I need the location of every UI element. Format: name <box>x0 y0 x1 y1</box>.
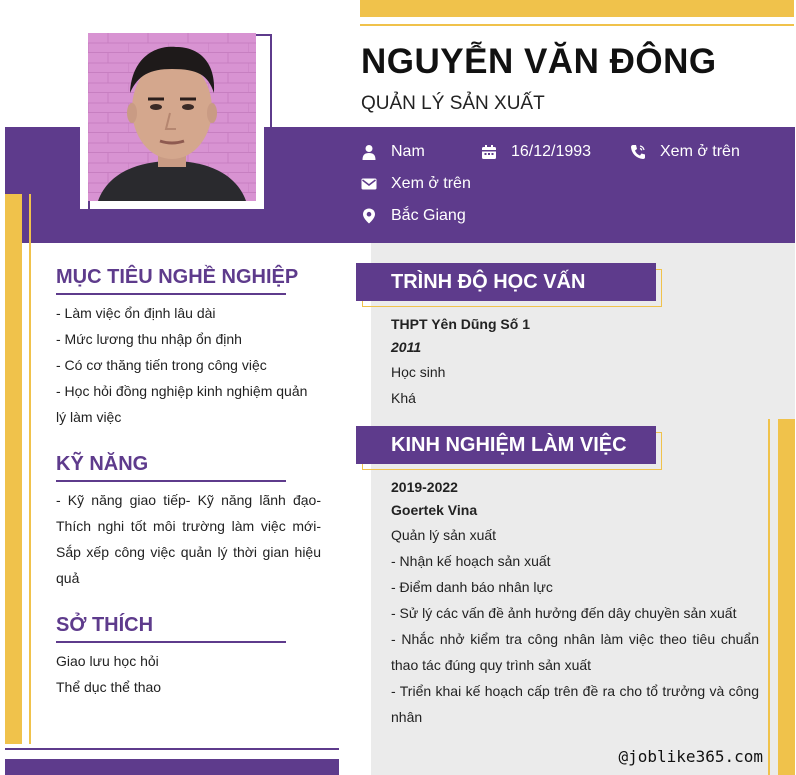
education-level: Học sinh <box>391 364 446 380</box>
birthdate-value: 16/12/1993 <box>511 143 592 160</box>
right-yellow-bar <box>778 419 795 775</box>
duty-item: - Điểm danh báo nhân lực <box>391 579 553 595</box>
info-gender <box>361 143 425 161</box>
education-title: TRÌNH ĐỘ HỌC VẤN <box>391 271 586 293</box>
phone-value: Xem ở trên <box>660 143 740 160</box>
location-icon <box>361 208 377 224</box>
email-value: Xem ở trên <box>391 175 471 192</box>
candidate-name: NGUYỄN VĂN ĐÔNG <box>361 42 717 81</box>
skills-underline <box>56 480 286 482</box>
info-email <box>361 175 471 193</box>
duty-item: - Triển khai kế hoạch cấp trên đề ra cho tổ trưởng và công nhân <box>391 683 759 725</box>
top-yellow-line <box>360 24 794 26</box>
objective-list <box>56 300 321 430</box>
hobby-item: Thể dục thể thao <box>56 679 162 695</box>
objective-item: - Học hỏi đồng nghiệp kinh nghiệm quản lý làm việc <box>56 383 308 425</box>
education-year: 2011 <box>391 339 422 355</box>
hobby-item: Giao lưu học hỏi <box>56 653 159 669</box>
objective-item: - Có cơ thăng tiến trong công việc <box>56 357 267 373</box>
user-icon <box>361 144 377 160</box>
objective-underline <box>56 293 286 295</box>
objective-item: - Mức lương thu nhập ổn định <box>56 331 242 347</box>
experience-position: Quản lý sản xuất <box>391 527 497 543</box>
info-address <box>361 207 466 225</box>
objective-title: MỤC TIÊU NGHỀ NGHIỆP <box>56 266 299 288</box>
duty-item: - Nhận kế hoạch sản xuất <box>391 553 551 569</box>
info-phone <box>630 143 740 161</box>
left-yellow-line <box>29 194 31 744</box>
experience-period: 2019-2022 <box>391 479 458 495</box>
duty-item: - Sử lý các vấn đề ảnh hưởng đến dây chuyền sản xuất <box>391 605 737 621</box>
bottom-purple-bar <box>5 759 339 775</box>
experience-company: Goertek Vina <box>391 502 478 518</box>
address-value: Bắc Giang <box>391 207 466 224</box>
phone-icon <box>630 144 646 160</box>
skills-text: - Kỹ năng giao tiếp- Kỹ năng lãnh đạo- Thích nghi tốt môi trường làm việc mới- Sắp xếp công việc quản lý thời gian hiệu quả <box>56 492 321 586</box>
objective-item: - Làm việc ổn định lâu dài <box>56 305 216 321</box>
hobbies-underline <box>56 641 286 643</box>
education-school: THPT Yên Dũng Số 1 <box>391 316 530 332</box>
experience-duties <box>391 548 759 730</box>
right-yellow-line <box>768 419 770 775</box>
top-yellow-bar <box>360 0 794 17</box>
hobbies-title: SỞ THÍCH <box>56 614 154 636</box>
experience-title: KINH NGHIỆM LÀM VIỆC <box>391 434 627 456</box>
gender-value: Nam <box>391 143 425 160</box>
duty-item: - Nhắc nhở kiểm tra công nhân làm việc theo tiêu chuẩn thao tác đúng quy trình sản xuất <box>391 631 759 673</box>
bottom-purple-line <box>5 748 339 750</box>
brand-watermark: @joblike365.com <box>618 747 763 766</box>
avatar <box>88 33 256 201</box>
candidate-role: QUẢN LÝ SẢN XUẤT <box>361 93 545 114</box>
left-yellow-bar <box>5 194 22 744</box>
hobbies-list <box>56 648 321 700</box>
education-grade: Khá <box>391 390 416 406</box>
email-icon <box>361 176 377 192</box>
skills-title: KỸ NĂNG <box>56 453 149 475</box>
calendar-icon <box>481 144 497 160</box>
info-birthdate <box>481 143 591 161</box>
